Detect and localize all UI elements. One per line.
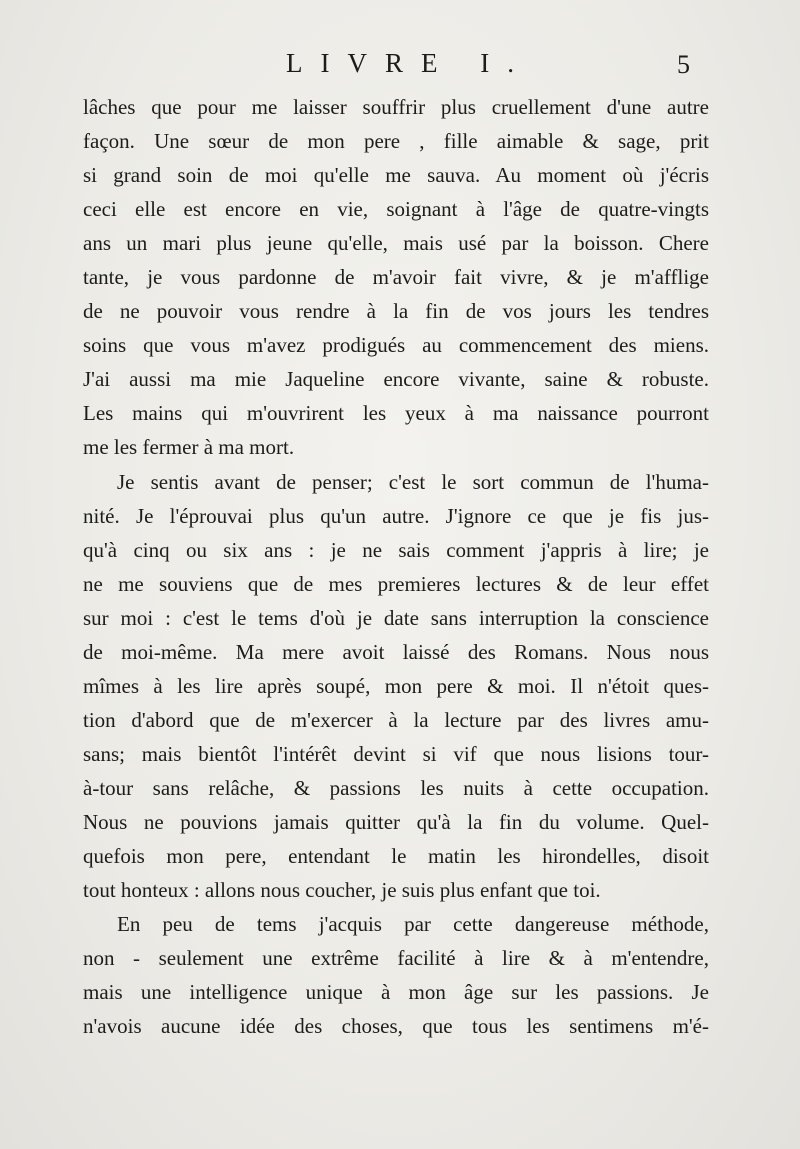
text-line: à-tour sans relâche, & passions les nuits à cette occupation. [83,775,709,800]
text-line: n'avois aucune idée des choses, que tous les sentimens m'é- [83,1014,709,1039]
text-line: tante, je vous pardonne de m'avoir fait vivre, & je m'afflige [83,265,709,290]
page-header [0,44,800,84]
text-line: de ne pouvoir vous rendre à la fin de vos jours les tendres [83,299,709,324]
text-line: me les fermer à ma mort. [83,435,295,460]
text-line: mîmes à les lire après soupé, mon pere & moi. Il n'étoit ques- [83,673,709,698]
text-line: ans un mari plus jeune qu'elle, mais usé par la boisson. Chere [83,231,709,256]
text-line: qu'à cinq ou six ans : je ne sais comment j'appris à lire; je [83,537,709,562]
text-line: façon. Une sœur de mon pere , fille aimable & sage, prit [83,129,709,154]
text-line: si grand soin de moi qu'elle me sauva. Au moment où j'écris [83,163,709,188]
text-line: nité. Je l'éprouvai plus qu'un autre. J'ignore ce que je fis jus- [83,503,709,528]
paragraph-1 [83,90,709,465]
text-line: quefois mon pere, entendant le matin les hirondelles, disoit [83,844,709,869]
paragraph-3 [83,907,709,1043]
text-line: de moi-même. Ma mere avoit laissé des Romans. Nous nous [83,639,709,664]
text-line: Nous ne pouvions jamais quitter qu'à la fin du volume. Quel- [83,809,709,834]
text-line: tion d'abord que de m'exercer à la lecture par des livres amu- [83,707,709,732]
running-head: LIVRE I. [286,48,532,78]
text-line: lâches que pour me laisser souffrir plus cruellement d'une autre [83,95,709,119]
text-line: non - seulement une extrême facilité à lire & à m'entendre, [83,946,709,971]
text-line: sans; mais bientôt l'intérêt devint si vif que nous lisions tour- [83,741,709,766]
text-line: tout honteux : allons nous coucher, je suis plus enfant que toi. [83,878,601,903]
page-number: 5 [677,50,690,79]
text-line: J'ai aussi ma mie Jaqueline encore vivante, saine & robuste. [83,367,709,392]
text-line: En peu de tems j'acquis par cette dangereuse méthode, [117,912,709,937]
text-line: soins que vous m'avez prodigués au commencement des miens. [83,333,709,358]
text-line: ceci elle est encore en vie, soignant à l'âge de quatre-vingts [83,197,709,222]
text-line: Je sentis avant de penser; c'est le sort commun de l'huma- [117,469,709,494]
paragraph-2 [83,465,709,908]
text-line: sur moi : c'est le tems d'où je date sans interruption la conscience [83,605,709,630]
body-text [83,90,709,1043]
text-line: ne me souviens que de mes premieres lectures & de leur effet [83,571,709,596]
text-line: Les mains qui m'ouvrirent les yeux à ma naissance pourront [83,401,709,426]
text-line: mais une intelligence unique à mon âge sur les passions. Je [83,980,709,1005]
